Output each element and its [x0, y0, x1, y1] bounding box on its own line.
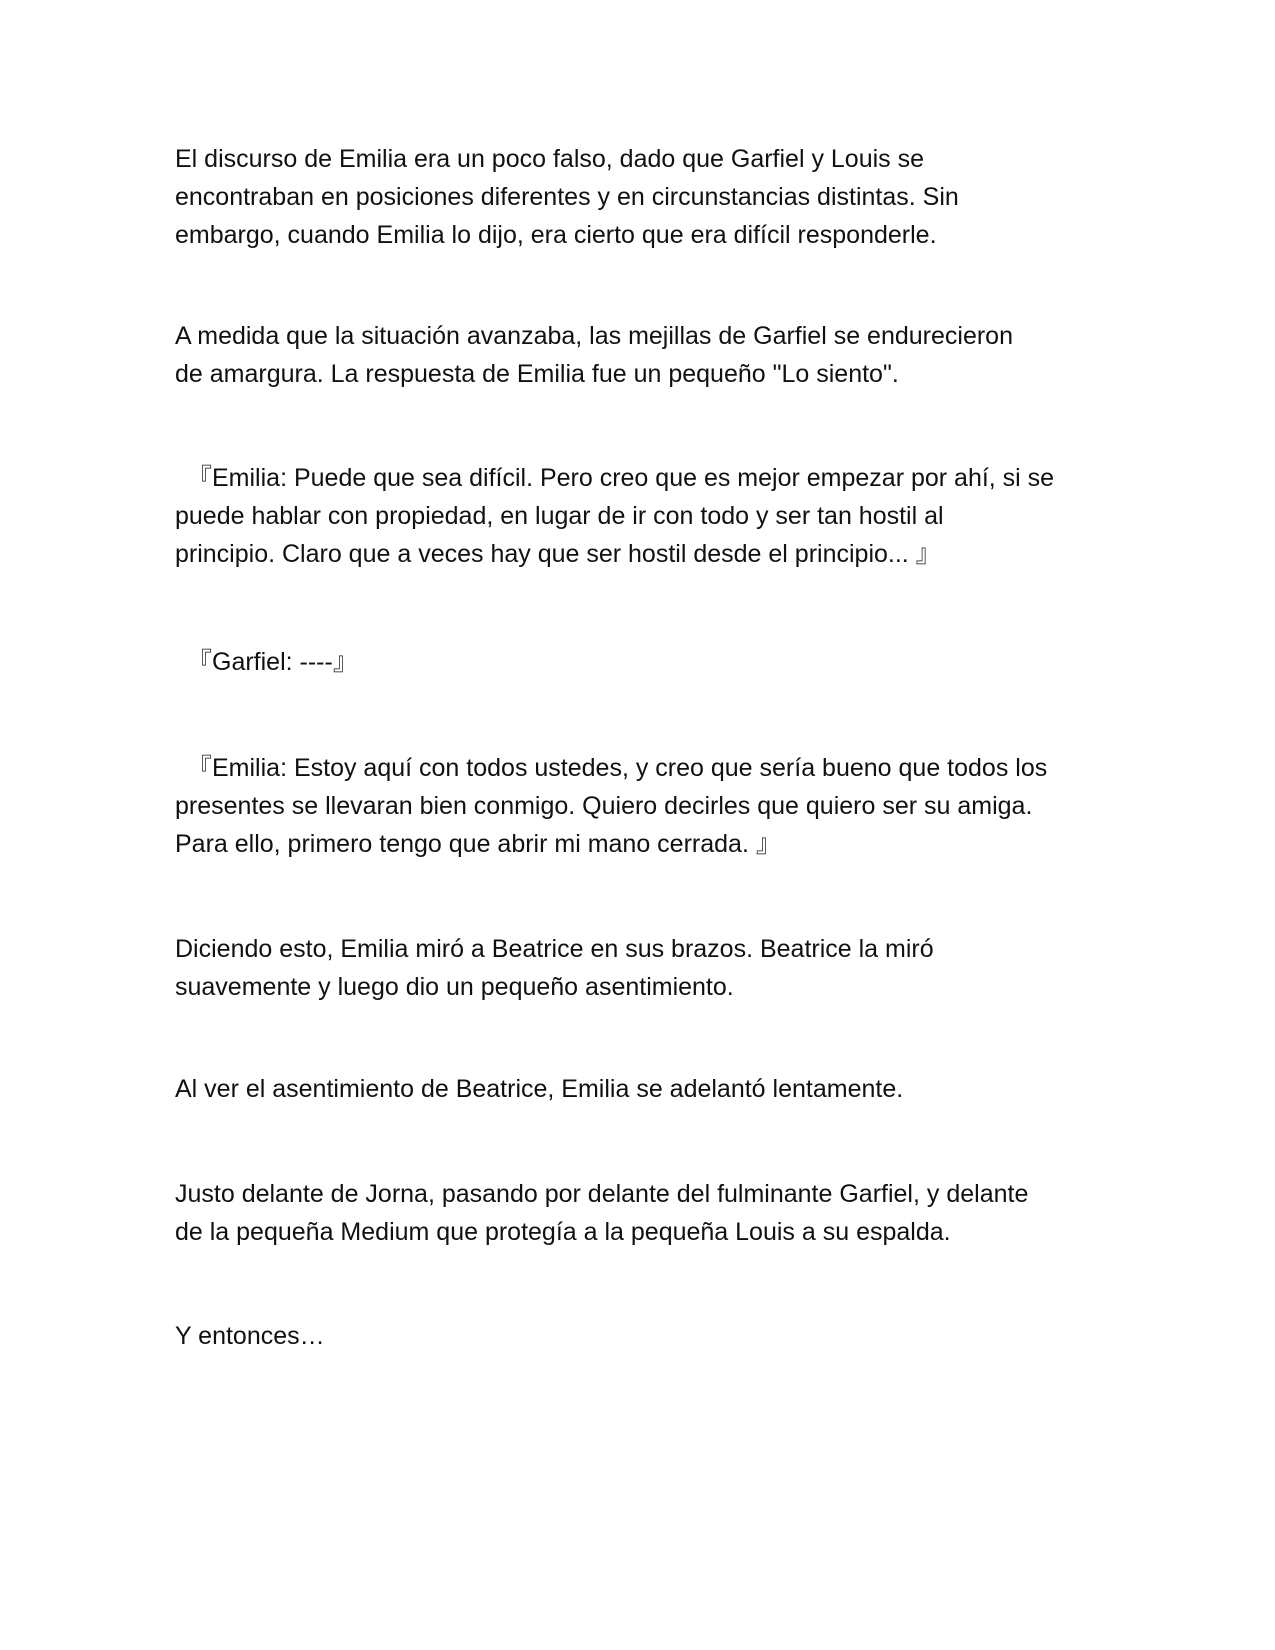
paragraph-2: [175, 317, 1095, 393]
text-line: encontraban en posiciones diferentes y en circunstancias distintas. Sin: [175, 183, 959, 211]
paragraph-7: [175, 1070, 1095, 1108]
paragraph-9: [175, 1317, 1095, 1355]
paragraph-3-dialogue-emilia: [175, 459, 1095, 573]
paragraph-5-dialogue-emilia: [175, 749, 1095, 863]
text-line: 『Garfiel: ----』: [187, 648, 358, 676]
text-line: presentes se llevaran bien conmigo. Quiero decirles que quiero ser su amiga.: [175, 792, 1033, 820]
paragraph-4-dialogue-garfiel: [175, 643, 1095, 681]
text-line: de amargura. La respuesta de Emilia fue un pequeño "Lo siento".: [175, 360, 899, 388]
text-line: Diciendo esto, Emilia miró a Beatrice en sus brazos. Beatrice la miró: [175, 935, 934, 963]
text-line: Y entonces…: [175, 1322, 325, 1350]
text-line: suavemente y luego dio un pequeño asentimiento.: [175, 973, 734, 1001]
text-line: Justo delante de Jorna, pasando por delante del fulminante Garfiel, y delante: [175, 1180, 1029, 1208]
text-line: 『Emilia: Puede que sea difícil. Pero creo que es mejor empezar por ahí, si se: [187, 464, 1055, 492]
text-line: El discurso de Emilia era un poco falso, dado que Garfiel y Louis se: [175, 145, 925, 173]
text-line: 『Emilia: Estoy aquí con todos ustedes, y creo que sería bueno que todos los: [187, 754, 1048, 782]
text-line: principio. Claro que a veces hay que ser hostil desde el principio... 』: [175, 540, 941, 568]
paragraph-8: [175, 1175, 1095, 1251]
text-line: de la pequeña Medium que protegía a la pequeña Louis a su espalda.: [175, 1218, 951, 1246]
paragraph-1: [175, 140, 1095, 254]
text-line: puede hablar con propiedad, en lugar de ir con todo y ser tan hostil al: [175, 502, 944, 530]
text-line: Para ello, primero tengo que abrir mi mano cerrada. 』: [175, 830, 781, 858]
text-line: A medida que la situación avanzaba, las mejillas de Garfiel se endurecieron: [175, 322, 1013, 350]
text-line: Al ver el asentimiento de Beatrice, Emilia se adelantó lentamente.: [175, 1075, 904, 1103]
text-line: embargo, cuando Emilia lo dijo, era cierto que era difícil responderle.: [175, 221, 937, 249]
paragraph-6: [175, 930, 1095, 1006]
